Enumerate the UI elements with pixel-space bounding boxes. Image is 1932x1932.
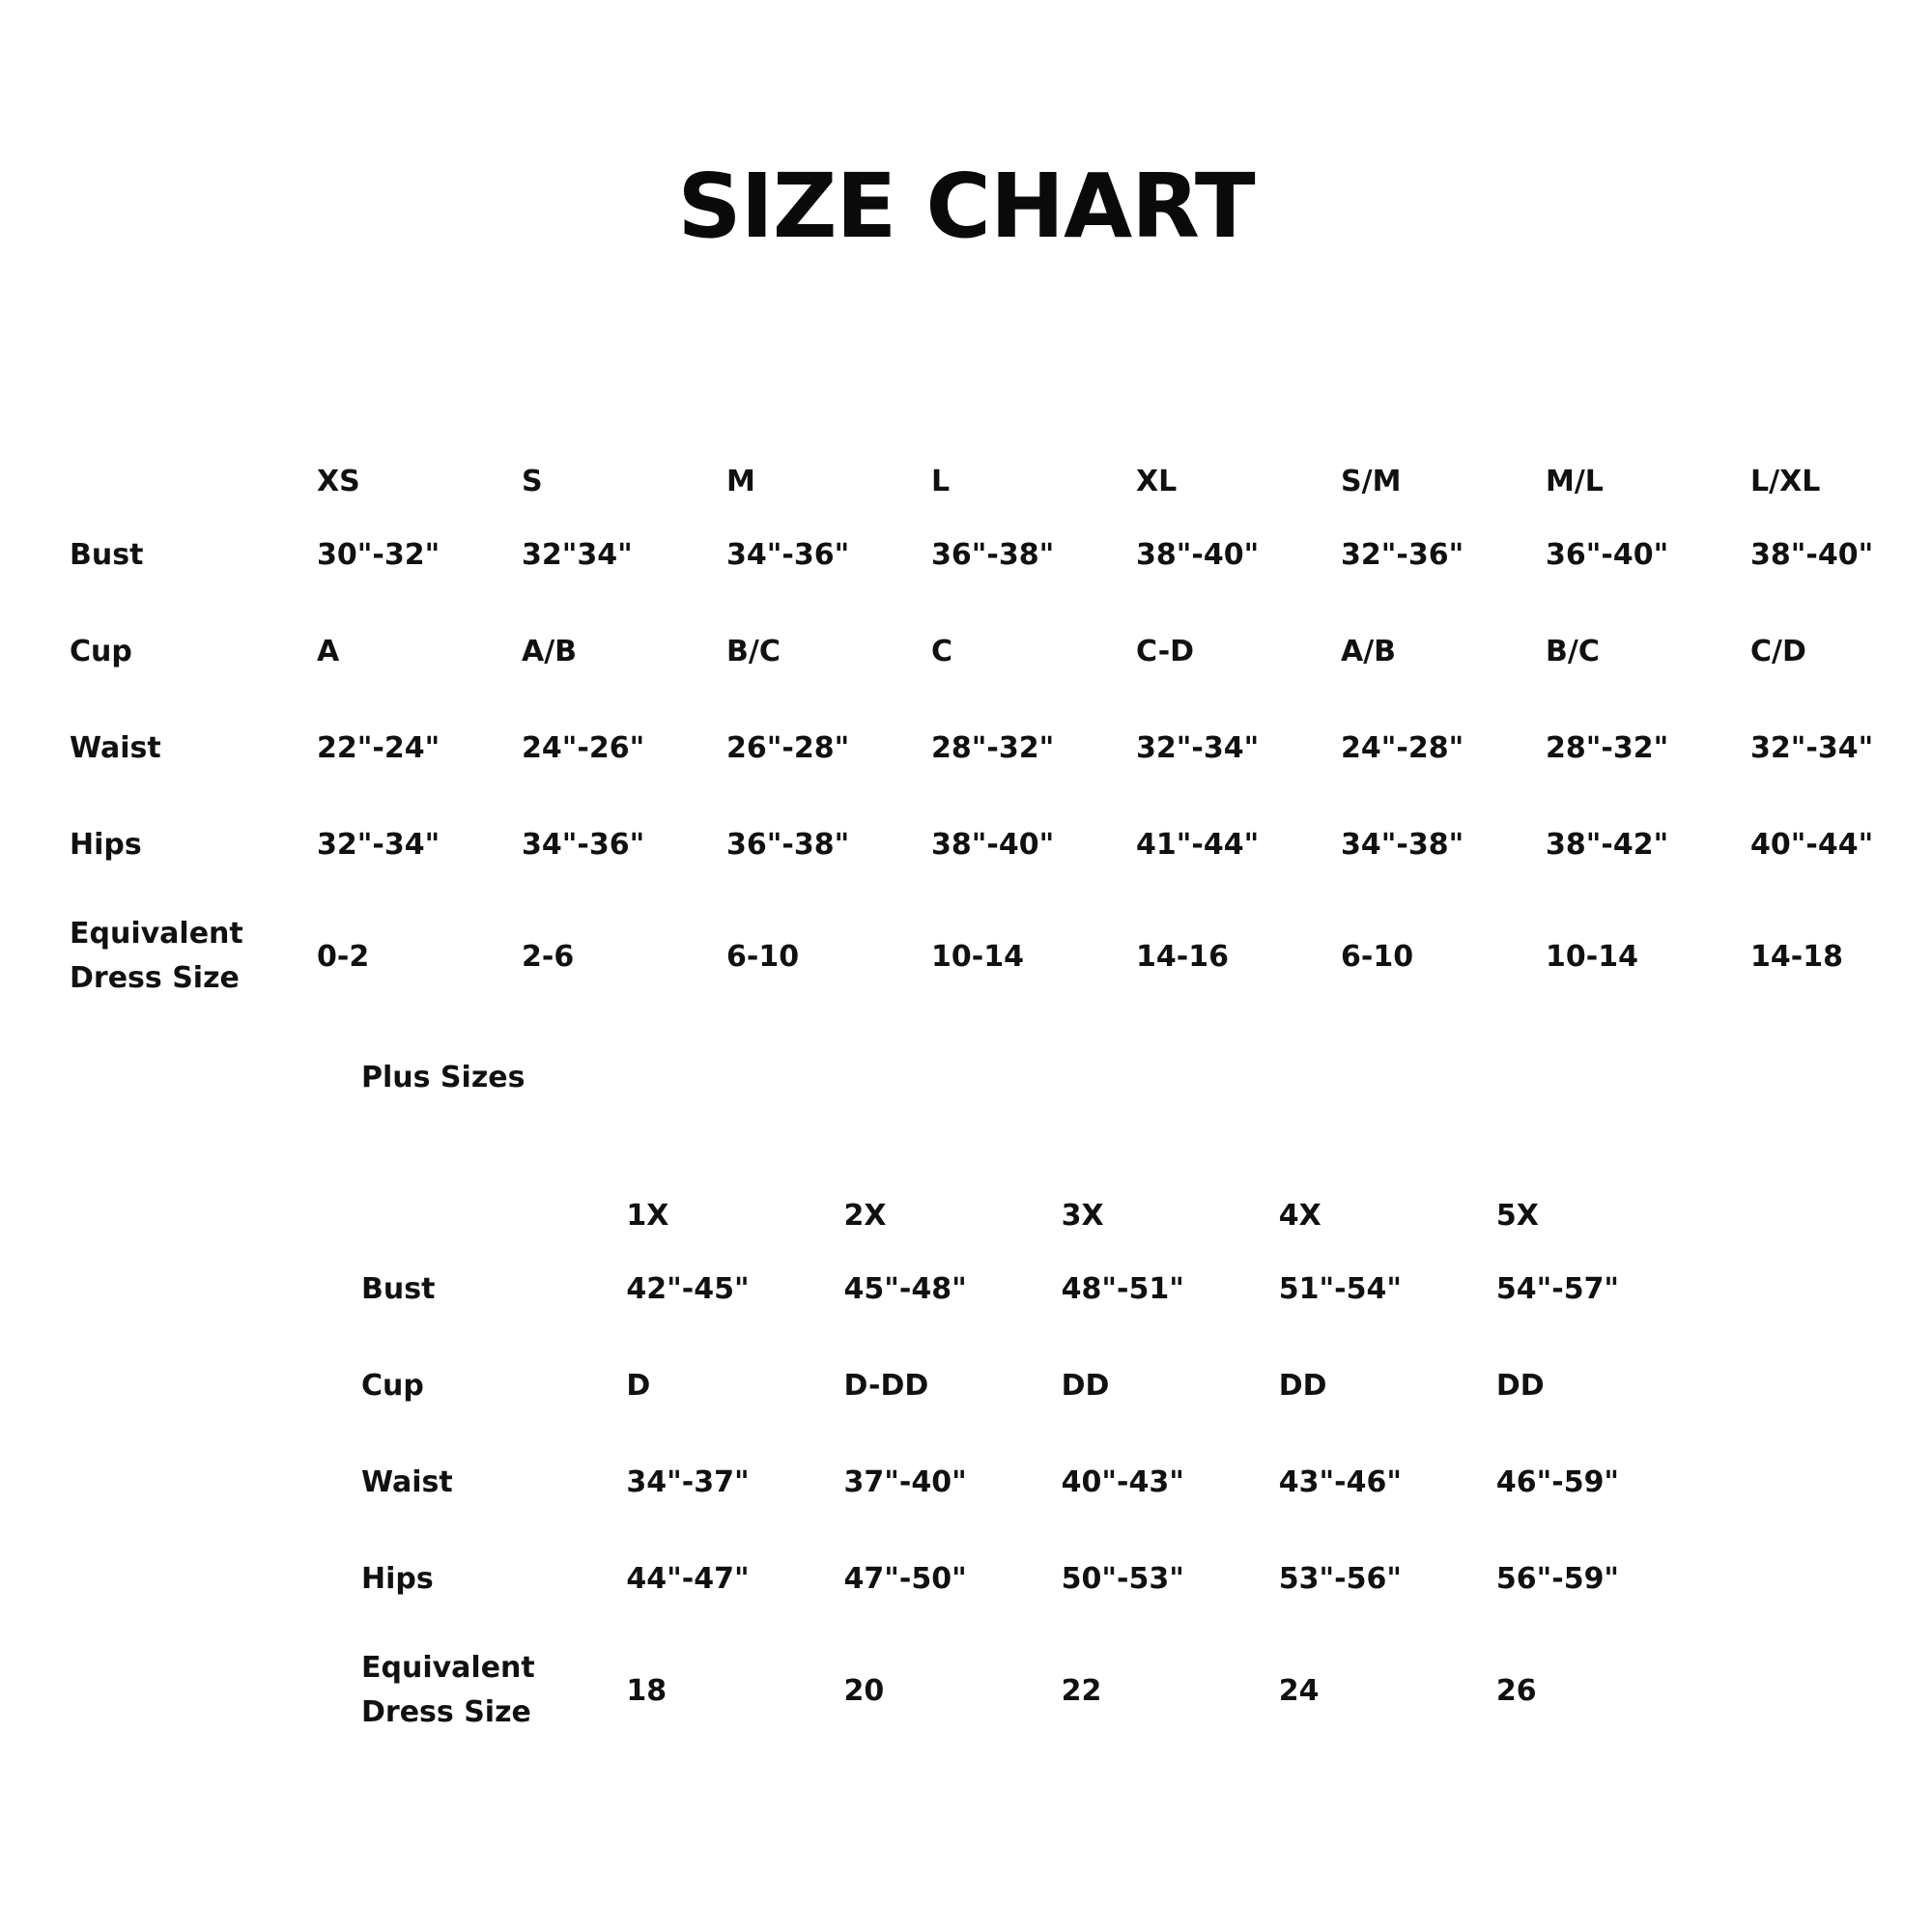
table-cell: 18 — [626, 1673, 668, 1708]
table-row — [70, 699, 1932, 796]
table-cell: C-D — [1136, 634, 1195, 668]
table-cell: 40"-44" — [1750, 827, 1874, 862]
row-label-cup: Cup — [361, 1368, 424, 1403]
row-label-hips: Hips — [361, 1561, 434, 1596]
table-cell: 26"-28" — [726, 730, 850, 765]
row-label-cup: Cup — [70, 634, 132, 668]
table-cell: 32"-34" — [1750, 730, 1874, 765]
table-cell: 36"-40" — [1546, 537, 1669, 572]
table-cell: 50"-53" — [1061, 1561, 1184, 1596]
table-cell: 32"-34" — [317, 827, 440, 862]
table-cell: 6-10 — [1341, 939, 1414, 974]
table-cell: 38"-42" — [1546, 827, 1669, 862]
column-header-lxl: L/XL — [1750, 465, 1821, 498]
page-title: SIZE CHART — [677, 155, 1255, 258]
column-header-4x: 4X — [1278, 1199, 1321, 1233]
row-label-equivalent-dress-size — [70, 893, 317, 1020]
table-corner-cell — [361, 1140, 626, 1240]
table-cell: C — [931, 634, 953, 668]
table-cell: 36"-38" — [726, 827, 850, 862]
table-cell: 22 — [1061, 1673, 1102, 1708]
table-row — [70, 603, 1932, 699]
table-cell: 32"-34" — [1136, 730, 1260, 765]
table-cell: 54"-57" — [1495, 1271, 1620, 1306]
table-cell: 38"-40" — [1750, 537, 1874, 572]
row-label-bust: Bust — [70, 537, 144, 572]
table-cell: 37"-40" — [843, 1464, 967, 1499]
table-row — [361, 1434, 1714, 1530]
table-cell: 28"-32" — [931, 730, 1055, 765]
table-cell: 48"-51" — [1061, 1271, 1184, 1306]
column-header-xl: XL — [1136, 465, 1178, 498]
table-row — [70, 506, 1932, 603]
table-cell: 14-18 — [1750, 939, 1843, 974]
table-cell: C/D — [1750, 634, 1806, 668]
column-header-1x: 1X — [626, 1199, 669, 1233]
table-cell: 53"-56" — [1278, 1561, 1402, 1596]
table-row — [361, 1627, 1714, 1754]
table-cell: D-DD — [843, 1368, 929, 1403]
column-header-2x: 2X — [843, 1199, 887, 1233]
table-cell: D — [626, 1368, 651, 1403]
table-corner-cell — [70, 406, 317, 506]
table-cell: 34"-36" — [726, 537, 850, 572]
plus-size-table — [361, 1140, 1714, 1754]
table-cell: 34"-37" — [626, 1464, 750, 1499]
table-cell: 43"-46" — [1278, 1464, 1402, 1499]
table-cell: 24"-26" — [522, 730, 645, 765]
plus-sizes-heading: Plus Sizes — [361, 1061, 526, 1094]
column-header-5x: 5X — [1495, 1199, 1539, 1233]
table-cell: 14-16 — [1136, 939, 1229, 974]
column-header-ml: M/L — [1546, 465, 1604, 498]
table-cell: B/C — [726, 634, 781, 668]
column-header-m: M — [726, 465, 755, 498]
row-label-equivalent-dress-size — [361, 1627, 626, 1754]
table-cell: 47"-50" — [843, 1561, 967, 1596]
table-row — [361, 1530, 1714, 1627]
table-header-row — [70, 406, 1932, 506]
table-cell: 10-14 — [931, 939, 1024, 974]
table-cell: A — [317, 634, 340, 668]
table-cell: DD — [1061, 1368, 1110, 1403]
table-row — [70, 796, 1932, 893]
row-label-line-1: Equivalent — [361, 1650, 535, 1685]
table-cell: 40"-43" — [1061, 1464, 1184, 1499]
table-cell: 32"34" — [522, 537, 633, 572]
column-header-3x: 3X — [1061, 1199, 1104, 1233]
table-cell: 56"-59" — [1495, 1561, 1620, 1596]
column-header-xs: XS — [317, 465, 360, 498]
table-row — [361, 1337, 1714, 1434]
table-cell: DD — [1278, 1368, 1327, 1403]
table-cell: 34"-38" — [1341, 827, 1464, 862]
table-cell: 51"-54" — [1278, 1271, 1402, 1306]
table-cell: 26 — [1495, 1673, 1537, 1708]
row-label-bust: Bust — [361, 1271, 436, 1306]
table-cell: 45"-48" — [843, 1271, 967, 1306]
row-label-hips: Hips — [70, 827, 142, 862]
table-cell: 10-14 — [1546, 939, 1638, 974]
table-cell: B/C — [1546, 634, 1600, 668]
column-header-l: L — [931, 465, 951, 498]
table-cell: 24 — [1278, 1673, 1320, 1708]
table-cell: 44"-47" — [626, 1561, 750, 1596]
table-cell: 38"-40" — [931, 827, 1055, 862]
table-cell: 24"-28" — [1341, 730, 1464, 765]
table-cell: 6-10 — [726, 939, 800, 974]
row-label-waist: Waist — [70, 730, 161, 765]
table-cell: 22"-24" — [317, 730, 440, 765]
table-cell: 28"-32" — [1546, 730, 1669, 765]
table-row — [361, 1240, 1714, 1337]
table-cell: 41"-44" — [1136, 827, 1260, 862]
table-cell: 2-6 — [522, 939, 575, 974]
table-header-row — [361, 1140, 1714, 1240]
table-cell: 36"-38" — [931, 537, 1055, 572]
table-cell: 34"-36" — [522, 827, 645, 862]
table-cell: 32"-36" — [1341, 537, 1464, 572]
table-cell: DD — [1495, 1368, 1545, 1403]
standard-size-table — [70, 406, 1932, 1020]
table-cell: 30"-32" — [317, 537, 440, 572]
table-cell: A/B — [522, 634, 578, 668]
row-label-line-1: Equivalent — [70, 916, 243, 951]
table-cell: 20 — [843, 1673, 885, 1708]
row-label-line-2: Dress Size — [361, 1695, 531, 1729]
table-cell: 0-2 — [317, 939, 370, 974]
column-header-sm: S/M — [1341, 465, 1402, 498]
table-cell: 46"-59" — [1495, 1464, 1620, 1499]
table-cell: A/B — [1341, 634, 1397, 668]
table-cell: 38"-40" — [1136, 537, 1260, 572]
row-label-line-2: Dress Size — [70, 961, 240, 995]
column-header-s: S — [522, 465, 543, 498]
table-row — [70, 893, 1932, 1020]
row-label-waist: Waist — [361, 1464, 453, 1499]
table-cell: 42"-45" — [626, 1271, 750, 1306]
